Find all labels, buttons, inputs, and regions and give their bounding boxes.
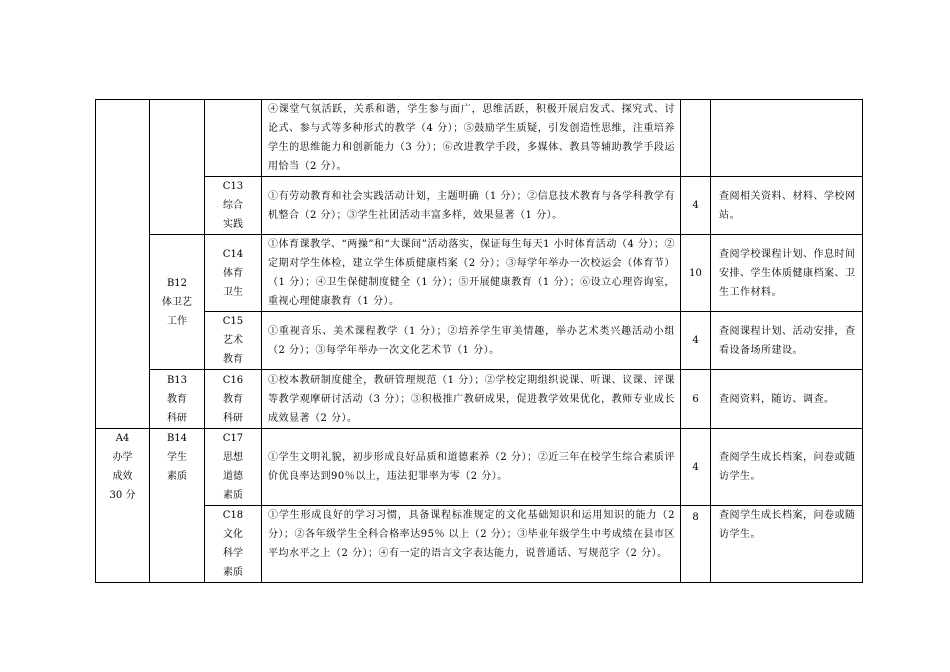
item-name-line: 道德 [223,471,243,482]
criteria-text: ④课堂气氛活跃，关系和谐，学生参与面广，思维活跃，积极开展启发式、探究式、讨论式、参与式等多种形式的教学（4 分）；⑤鼓励学生质疑，引发创造性思维，注重培养学生的思维能力和创新能力（3 分）；⑥改进教学手段，多媒体、教具等辅助教学手段运用恰当（2 分）。 [262,100,681,177]
item-name-line: 教育 [223,354,243,365]
points: 6 [681,370,711,429]
c16-label [205,370,262,429]
table-row [96,100,863,177]
item-code: C16 [222,374,244,386]
criteria-text: ①重视音乐、美术课程教学（1 分）；②培养学生审美情趣，举办艺术类兴趣活动小组（2 分）；③每学年举办一次文化艺术节（1 分）。 [262,312,681,370]
item-name-line: 教育 [223,393,243,405]
points-empty [681,100,711,177]
item-code: C17 [222,433,244,444]
cell-a-empty [96,100,150,429]
item-code: B12 [166,277,188,289]
points: 10 [681,235,711,312]
item-code: B14 [166,433,188,444]
method-text: 查阅相关资料、材料、学校网站。 [711,177,863,235]
item-name-line: 30 分 [109,490,136,501]
item-name-line: 实践 [223,219,243,230]
method-text: 查阅学生成长档案，问卷或随访学生。 [711,429,863,506]
criteria-text: ①体育课教学、“两操”和“大课间”活动落实，保证每生每天1 小时体育活动（4 分）；②定期对学生体检，建立学生体质健康档案（2 分）；③每学年举办一次校运会（体育节）（1 分）；④卫生保健制度健全（1 分）；⑤开展健康教育（1 分）；⑥设立心理咨询室，重视心理健康教育（1 分）。 [262,235,681,312]
item-name-line: 成效 [112,471,133,482]
item-code: C13 [222,181,244,192]
item-name-line: 科学 [223,548,243,559]
item-name-line: 办学 [112,452,133,463]
item-name-line: 学生 [167,452,187,463]
method-text: 查阅学校课程计划、作息时间安排、学生体质健康档案、卫生工作材料。 [711,235,863,312]
item-code: C14 [222,248,244,260]
method-empty [711,100,863,177]
c13-label [205,177,262,235]
points: 4 [681,177,711,235]
table-row [96,235,863,312]
item-name-line: 科研 [223,412,243,424]
points: 8 [681,506,711,583]
item-name-line: 体卫艺 [162,296,192,308]
item-name-line: 素质 [223,490,243,501]
item-code: C15 [222,316,244,327]
item-name-line: 素质 [223,567,243,578]
item-name-line: 科研 [167,412,187,424]
item-name-line: 工作 [167,315,187,327]
b12-label [150,235,205,370]
method-text: 查阅资料，随访、调查。 [711,370,863,429]
points: 4 [681,312,711,370]
item-name-line: 综合 [223,200,243,211]
a4-label [96,429,150,583]
item-name-line: 素质 [167,471,187,482]
c15-label [205,312,262,370]
criteria-text: ①有劳动教育和社会实践活动计划，主题明确（1 分）；②信息技术教育与各学科教学有机整合（2 分）；③学生社团活动丰富多样，效果显著（1 分）。 [262,177,681,235]
item-name-line: 卫生 [223,286,243,298]
points: 4 [681,429,711,506]
item-code: A4 [115,433,130,444]
cell-c-empty [205,100,262,177]
item-code: B13 [166,374,188,386]
c18-label [205,506,262,583]
c17-label [205,429,262,506]
b13-label [150,370,205,429]
item-name-line: 体育 [223,267,243,279]
table-row [96,370,863,429]
item-name-line: 思想 [223,452,243,463]
criteria-text: ①学生文明礼貌，初步形成良好品质和道德素养（2 分）；②近三年在校学生综合素质评价优良率达到90％以上，违法犯罪率为零（2 分）。 [262,429,681,506]
item-name-line: 教育 [167,393,187,405]
c14-label [205,235,262,312]
cell-b-empty [150,100,205,235]
table-row [96,177,863,235]
item-name-line: 文化 [223,529,243,540]
method-text: 查阅课程计划、活动安排，查看设备场所建设。 [711,312,863,370]
criteria-text: ①学生形成良好的学习习惯，具备课程标准规定的文化基础知识和运用知识的能力（2 分）；②各年级学生全科合格率达95％ 以上（2 分）；③毕业年级学生中考成绩在县市区平均水平之上（2 分）；④有一定的语言文字表达能力，说普通话、写规范字（2 分）。 [262,506,681,583]
criteria-text: ①校本教研制度健全，教研管理规范（1 分）；②学校定期组织说课、听课、议课、评课等教学观摩研讨活动（3 分）；③积极推广教研成果，促进教学效果优化，教师专业成长成效显著（2 分）。 [262,370,681,429]
table-row [96,506,863,583]
item-name-line: 艺术 [223,335,243,346]
evaluation-table [95,99,863,583]
item-code: C18 [222,510,244,521]
table-row [96,312,863,370]
method-text: 查阅学生成长档案，问卷或随访学生。 [711,506,863,583]
b14-label [150,429,205,583]
table-row [96,429,863,506]
